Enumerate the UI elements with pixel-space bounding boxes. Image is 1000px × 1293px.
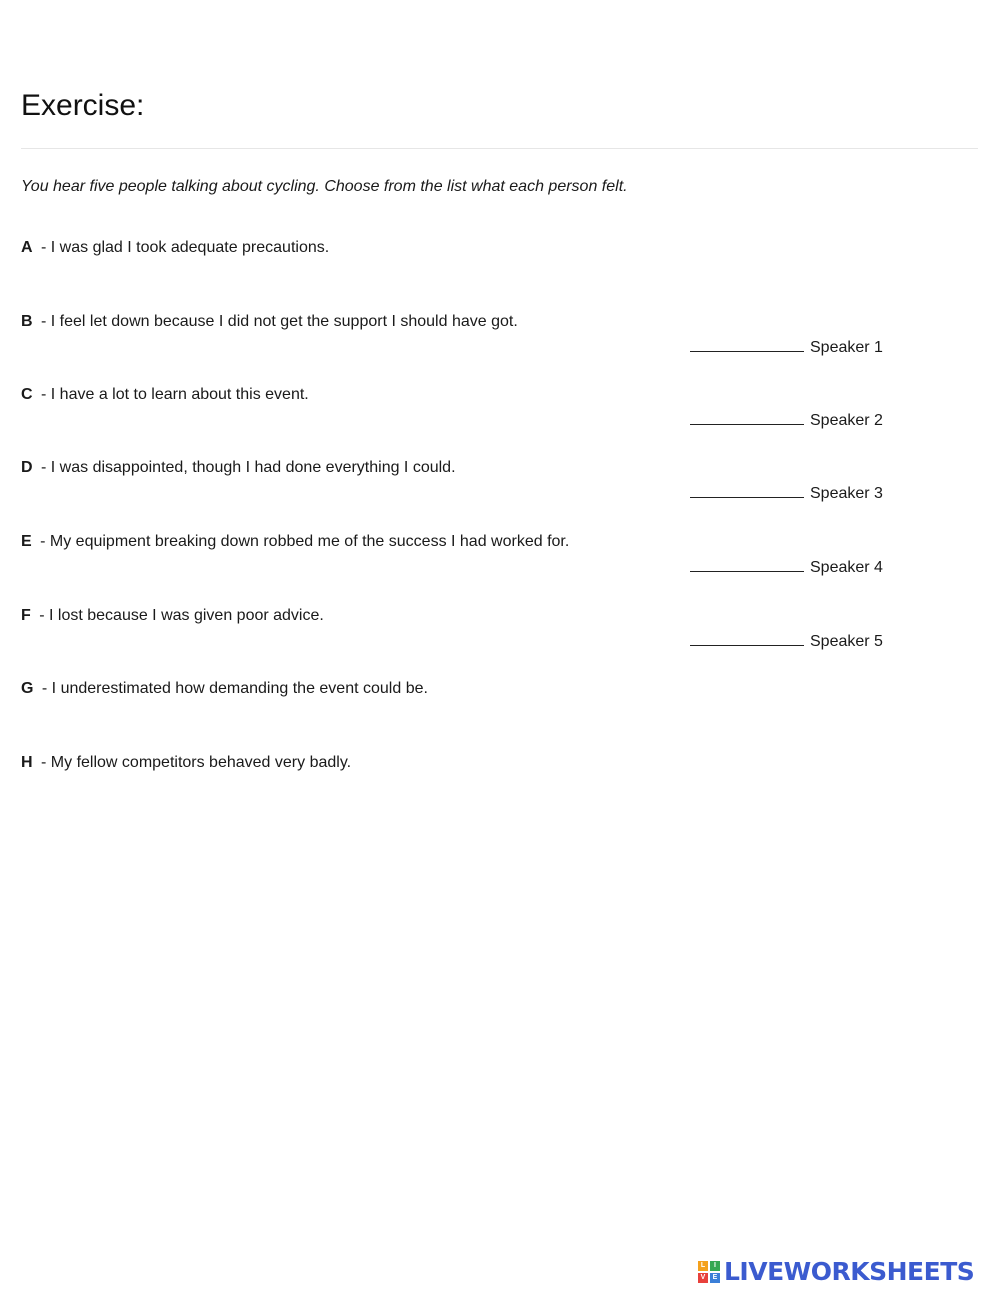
answer-speaker-5 [690,631,883,652]
option-text: - My fellow competitors behaved very badly. [41,754,352,771]
option-letter: G [21,680,34,697]
answer-speaker-1 [690,337,883,358]
option-c [21,385,309,405]
logo-tile: E [710,1273,720,1283]
option-text: - I was disappointed, though I had done everything I could. [41,459,456,476]
title-divider [21,148,978,149]
option-text: - I feel let down because I did not get the support I should have got. [41,313,518,330]
option-d [21,458,456,478]
speaker-label: Speaker 2 [810,412,883,429]
option-text: - I have a lot to learn about this event. [41,386,309,403]
answer-speaker-2 [690,410,883,431]
logo-tiles-icon [698,1261,720,1283]
option-text: - I was glad I took adequate precautions. [41,239,330,256]
logo-tile: I [710,1261,720,1271]
option-a [21,238,329,258]
answer-speaker-4 [690,557,883,578]
answer-blank-speaker-5[interactable] [690,631,804,646]
option-b [21,312,518,332]
option-letter: B [21,313,33,330]
speaker-label: Speaker 4 [810,559,883,576]
option-letter: F [21,607,31,624]
option-e [21,532,569,552]
speaker-label: Speaker 1 [810,339,883,356]
answer-blank-speaker-2[interactable] [690,410,804,425]
liveworksheets-logo [698,1258,974,1286]
logo-tile: L [698,1261,708,1271]
option-f [21,606,324,626]
instruction-text: You hear five people talking about cycling. Choose from the list what each person felt. [21,178,628,195]
answer-blank-speaker-1[interactable] [690,337,804,352]
option-text: - I lost because I was given poor advice. [39,607,324,624]
speaker-label: Speaker 3 [810,485,883,502]
speaker-label: Speaker 5 [810,633,883,650]
option-letter: C [21,386,33,403]
option-h [21,753,351,773]
answer-speaker-3 [690,483,883,504]
answer-blank-speaker-3[interactable] [690,483,804,498]
option-letter: A [21,239,33,256]
option-letter: D [21,459,33,476]
logo-text: LIVEWORKSHEETS [724,1257,975,1286]
option-letter: E [21,533,32,550]
option-text: - My equipment breaking down robbed me of the success I had worked for. [40,533,570,550]
answer-blank-speaker-4[interactable] [690,557,804,572]
page-title: Exercise: [21,89,145,122]
option-g [21,679,428,699]
option-letter: H [21,754,33,771]
logo-tile: V [698,1273,708,1283]
option-text: - I underestimated how demanding the event could be. [41,680,428,697]
